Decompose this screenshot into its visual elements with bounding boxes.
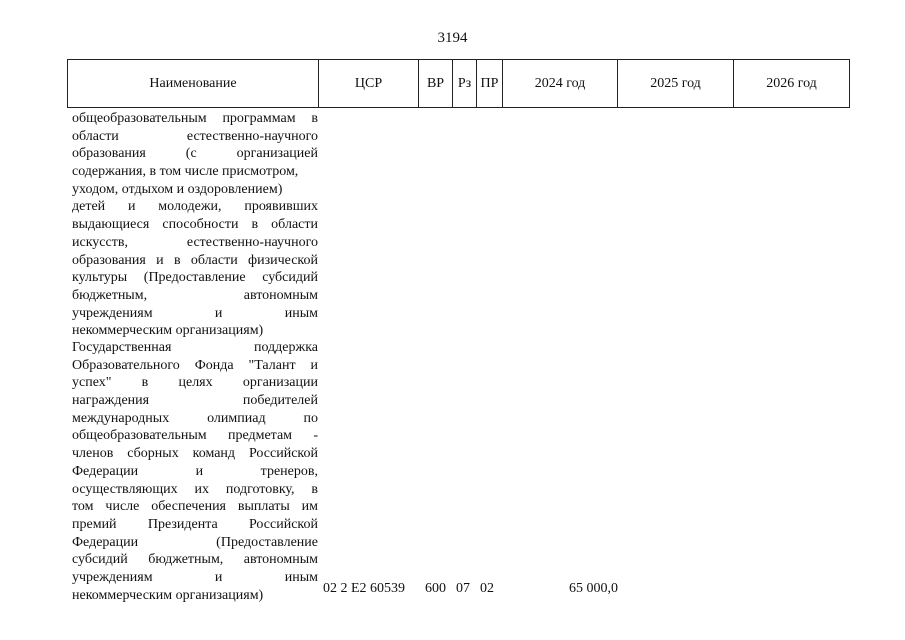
row-name-line: учреждениям и иным bbox=[72, 569, 318, 585]
header-name: Наименование bbox=[68, 60, 319, 107]
row-2024: 65 000,0 bbox=[569, 581, 618, 596]
row-name-line: учреждениям и иным bbox=[72, 305, 318, 321]
row-name-line: Государственная поддержка bbox=[72, 340, 318, 355]
row-name-line: области естественно-научного bbox=[72, 128, 318, 144]
table-row bbox=[72, 110, 318, 340]
row-name-line: уходом, отдыхом и оздоровлением) bbox=[72, 181, 283, 197]
header-pr: ПР bbox=[477, 60, 503, 107]
row-name-line: культуры (Предоставление субсидий bbox=[72, 270, 318, 286]
row-name-line: выдающиеся способности в области bbox=[72, 217, 318, 233]
row-name-line: образования и в области физической bbox=[72, 252, 318, 268]
table-row bbox=[72, 339, 318, 604]
row-name-line: некоммерческим организациям) bbox=[72, 323, 264, 339]
row-name-line: Образовательного Фонда "Талант и bbox=[72, 357, 318, 373]
row-name-line: содержания, в том числе присмотром, bbox=[72, 164, 299, 180]
header-csr: ЦСР bbox=[319, 60, 419, 107]
row-name-line: награждения победителей bbox=[72, 393, 318, 409]
row-name-line: членов сборных команд Российской bbox=[72, 446, 318, 462]
row-name-line: международных олимпиад по bbox=[72, 410, 318, 426]
row-name-line: детей и молодежи, проявивших bbox=[72, 199, 318, 215]
row-csr: 02 2 E2 60539 bbox=[323, 581, 406, 596]
row-vr: 600 bbox=[425, 581, 446, 596]
row-name-line: том числе обеспечения выплаты им bbox=[72, 499, 318, 515]
page-number: 3194 bbox=[437, 30, 468, 46]
header-rz: Рз bbox=[453, 60, 477, 107]
row-name-line: общеобразовательным программам в bbox=[72, 111, 318, 126]
row-name-line: бюджетным, автономным bbox=[72, 287, 318, 303]
row-name-line: Федерации (Предоставление bbox=[72, 534, 318, 550]
header-2026: 2026 год bbox=[766, 75, 817, 91]
row-name-line: субсидий бюджетным, автономным bbox=[72, 552, 318, 568]
row-name-line: некоммерческим организациям) bbox=[72, 587, 264, 603]
row-name-line: успех" в целях организации bbox=[72, 375, 318, 391]
row-name-line: Федерации и тренеров, bbox=[72, 463, 318, 479]
table-header bbox=[67, 59, 850, 108]
header-2025: 2025 год bbox=[618, 60, 734, 107]
row-rz: 07 bbox=[456, 581, 470, 596]
row-name-line: премий Президента Российской bbox=[72, 516, 318, 532]
row-pr: 02 bbox=[480, 581, 494, 596]
row-name-line: осуществляющих их подготовку, в bbox=[72, 481, 318, 497]
header-vr: ВР bbox=[419, 60, 453, 107]
row-name-line: образования (с организацией bbox=[72, 146, 318, 162]
row-name-line: общеобразовательным предметам - bbox=[72, 428, 318, 444]
row-name-line: искусств, естественно-научного bbox=[72, 234, 318, 250]
header-2024: 2024 год bbox=[503, 60, 618, 107]
